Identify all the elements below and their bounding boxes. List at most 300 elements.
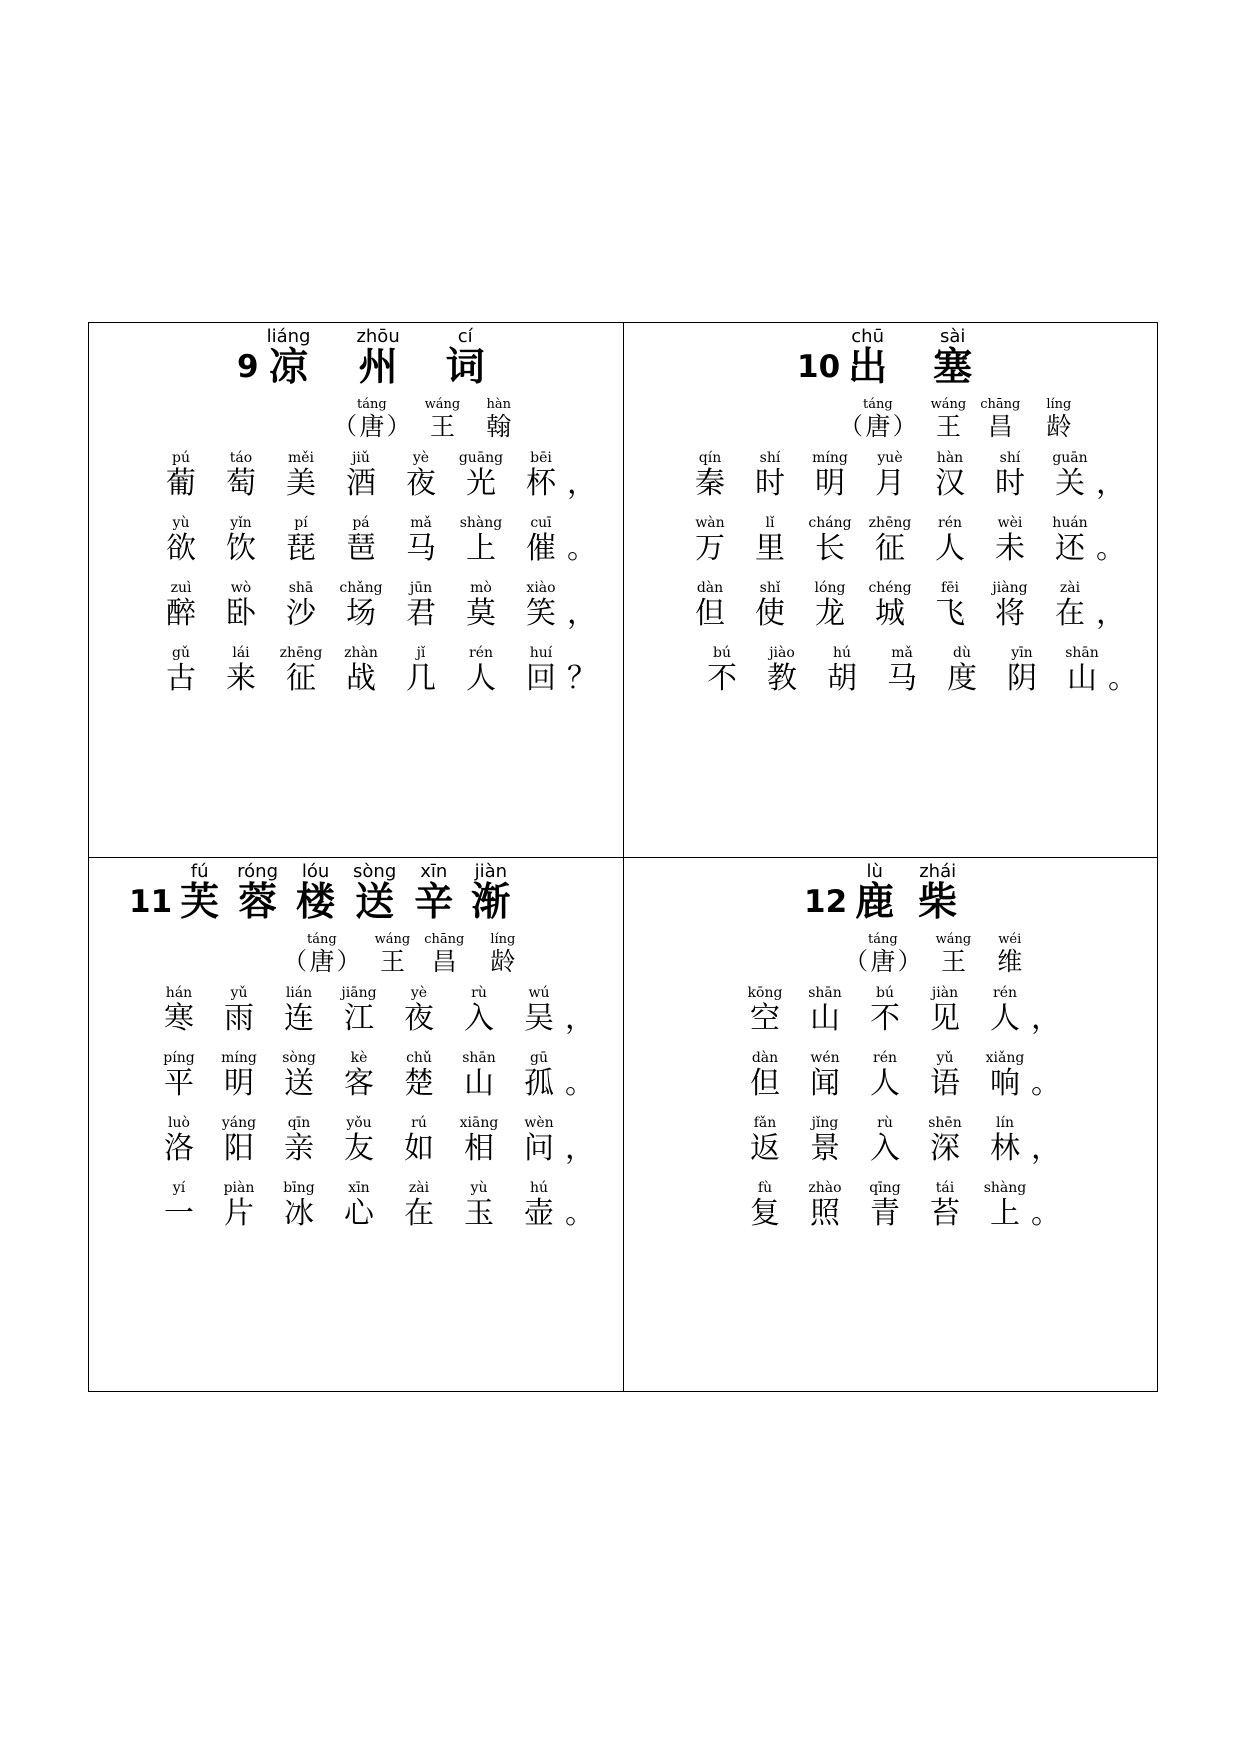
poem-char: [273, 1181, 325, 1230]
pinyin: jiǔ: [352, 450, 370, 466]
poem-char: [335, 451, 387, 500]
poem-char: [155, 581, 207, 630]
pinyin: jiào: [769, 645, 795, 661]
author-name-char: [936, 933, 972, 975]
hanzi: 连: [284, 1001, 314, 1036]
poem-char: [455, 516, 507, 565]
hanzi: 沙: [286, 596, 316, 631]
punctuation: ，: [565, 1131, 595, 1166]
hanzi: 苔: [930, 1196, 960, 1231]
hanzi: 人: [935, 531, 965, 566]
pinyin: pú: [172, 450, 190, 466]
hanzi: 时: [995, 466, 1025, 501]
pinyin: chǎng: [339, 580, 383, 596]
hanzi: 美: [286, 466, 316, 501]
pinyin: sòng: [282, 1050, 316, 1066]
poem-char: [864, 451, 916, 500]
author-hanzi: 维: [997, 947, 1023, 976]
poem-char: [799, 1051, 851, 1100]
poem-author: [333, 398, 511, 440]
hanzi: 欲: [166, 531, 196, 566]
poem-number: 10: [797, 348, 841, 385]
pinyin: kè: [350, 1050, 368, 1066]
hanzi: 杯: [526, 466, 556, 501]
hanzi: 送: [284, 1066, 314, 1101]
hanzi: 月: [875, 466, 905, 501]
pinyin: shā: [288, 580, 314, 596]
poem-char: [799, 986, 851, 1035]
title-pinyin: sòng: [353, 861, 397, 882]
author-pinyin: wáng: [935, 932, 972, 947]
title-char: [267, 328, 311, 389]
poem-char: [215, 646, 267, 695]
pinyin: yǐn: [230, 515, 252, 531]
poem-line: [739, 1181, 1061, 1230]
pinyin: yǔ: [230, 985, 248, 1001]
author-name-char: [490, 933, 515, 975]
hanzi: 寒: [164, 1001, 194, 1036]
poem-char: [515, 516, 567, 565]
pinyin: yīn: [1011, 645, 1033, 661]
author-hanzi: 昌: [987, 412, 1013, 441]
poem-char: [744, 516, 796, 565]
poem-char: [153, 1181, 205, 1230]
dynasty-hanzi: 唐: [359, 412, 385, 441]
pinyin: lín: [996, 1115, 1014, 1131]
title-char: [918, 863, 957, 924]
title-hanzi: 芙: [180, 880, 220, 925]
title-hanzi: 柴: [918, 880, 958, 925]
hanzi: 壶: [524, 1196, 554, 1231]
pinyin: rén: [469, 645, 493, 661]
hanzi: 度: [947, 661, 977, 696]
poem-char: [996, 646, 1048, 695]
poem-char: [684, 516, 736, 565]
pinyin: jǐ: [416, 645, 426, 661]
pinyin: bú: [876, 985, 894, 1001]
author-name-char: [997, 933, 1022, 975]
punctuation: 。: [567, 531, 597, 566]
poem-char: [816, 646, 868, 695]
dynasty-pinyin: táng: [357, 397, 387, 412]
poem-char: [696, 646, 748, 695]
poem-char: [1044, 581, 1096, 630]
hanzi: 明: [815, 466, 845, 501]
poem-char: [984, 451, 1036, 500]
pinyin: míng: [812, 450, 848, 466]
pinyin: hú: [832, 645, 852, 661]
hanzi: 照: [810, 1196, 840, 1231]
hanzi: 教: [767, 661, 797, 696]
pinyin: rù: [471, 985, 487, 1001]
title-char: [414, 863, 453, 924]
punctuation: ？: [567, 661, 597, 696]
hanzi: 冰: [284, 1196, 314, 1231]
pinyin: rù: [877, 1115, 893, 1131]
pinyin: píng: [163, 1050, 195, 1066]
poem-char: [864, 581, 916, 630]
pinyin: wú: [528, 985, 550, 1001]
pinyin: dù: [953, 645, 971, 661]
pinyin: xiǎng: [985, 1050, 1025, 1066]
hanzi: 雨: [224, 1001, 254, 1036]
hanzi: 在: [1055, 596, 1085, 631]
hanzi: 客: [344, 1066, 374, 1101]
hanzi: 江: [344, 1001, 374, 1036]
pinyin: shàng: [459, 515, 503, 531]
hanzi: 问: [524, 1131, 554, 1166]
pinyin: chéng: [868, 580, 912, 596]
title-pinyin: zhái: [919, 861, 957, 882]
poem-char: [859, 1181, 911, 1230]
poem-char: [333, 1051, 385, 1100]
pinyin: gǔ: [172, 645, 190, 661]
pinyin: cuī: [530, 515, 552, 531]
hanzi: 酒: [346, 466, 376, 501]
author-pinyin: wéi: [998, 932, 1022, 947]
hanzi: 闻: [810, 1066, 840, 1101]
hanzi: 卧: [226, 596, 256, 631]
title-hanzi: 辛: [414, 880, 454, 925]
poem-char: [739, 1116, 791, 1165]
pinyin: zài: [408, 1180, 430, 1196]
hanzi: 葡: [166, 466, 196, 501]
poem-char: [275, 581, 327, 630]
poem-char: [215, 516, 267, 565]
punctuation: 。: [1031, 1196, 1061, 1231]
pinyin: jiàng: [992, 580, 1028, 596]
title-hanzi: 送: [355, 880, 395, 925]
title-hanzi: 词: [445, 345, 485, 390]
poem-char: [919, 1181, 971, 1230]
hanzi: 夜: [406, 466, 436, 501]
dynasty-pinyin: táng: [307, 932, 337, 947]
pinyin: shān: [462, 1050, 496, 1066]
author-hanzi: 翰: [486, 412, 512, 441]
author-pinyin: chāng: [980, 397, 1021, 412]
hanzi: 萄: [226, 466, 256, 501]
paren-open: （: [844, 947, 868, 976]
poem-line: [155, 646, 597, 695]
author-name-char: [980, 398, 1020, 440]
poem-char: [453, 986, 505, 1035]
punctuation: ，: [567, 466, 597, 501]
poem-char: [213, 986, 265, 1035]
title-char: [848, 328, 887, 389]
poem-char: [395, 581, 447, 630]
poem-char: [513, 1116, 565, 1165]
hanzi: 长: [815, 531, 845, 566]
hanzi: 友: [344, 1131, 374, 1166]
hanzi: 返: [750, 1131, 780, 1166]
author-hanzi: 王: [940, 947, 966, 976]
hanzi: 山: [810, 1001, 840, 1036]
poem-char: [919, 1116, 971, 1165]
poem-card-12: [624, 858, 1158, 1392]
pinyin: jiàn: [931, 985, 959, 1001]
title-hanzi: 塞: [933, 345, 973, 390]
hanzi: 莫: [466, 596, 496, 631]
poem-char: [215, 581, 267, 630]
hanzi: 人: [466, 661, 496, 696]
author-hanzi: 龄: [1046, 412, 1072, 441]
title-pinyin: lóu: [301, 861, 330, 882]
hanzi: 见: [930, 1001, 960, 1036]
hanzi: 场: [346, 596, 376, 631]
pinyin: fēi: [941, 580, 959, 596]
hanzi: 片: [224, 1196, 254, 1231]
pinyin: zuì: [170, 580, 192, 596]
title-char: [446, 328, 485, 389]
poem-char: [213, 1181, 265, 1230]
punctuation: ，: [1096, 596, 1126, 631]
hanzi: 孤: [524, 1066, 554, 1101]
poem-char: [515, 646, 567, 695]
poem-char: [393, 986, 445, 1035]
pinyin: lǐ: [765, 515, 775, 531]
pinyin: mǎ: [410, 515, 432, 531]
pinyin: yù: [470, 1180, 488, 1196]
poem-line: [155, 581, 597, 630]
poem-line: [684, 581, 1126, 630]
hanzi: 琶: [346, 531, 376, 566]
hanzi: 在: [404, 1196, 434, 1231]
pinyin: wò: [230, 580, 252, 596]
dynasty-hanzi: 唐: [865, 412, 891, 441]
poem-char: [1044, 451, 1096, 500]
punctuation: 。: [1108, 661, 1138, 696]
poem-char: [864, 516, 916, 565]
hanzi: 阴: [1007, 661, 1037, 696]
poem-char: [213, 1051, 265, 1100]
poem-char: [1056, 646, 1108, 695]
author-pinyin: wáng: [374, 932, 411, 947]
poem-char: [984, 516, 1036, 565]
pinyin: shān: [808, 985, 842, 1001]
poem-char: [739, 1181, 791, 1230]
hanzi: 万: [695, 531, 725, 566]
poem-char: [919, 1051, 971, 1100]
poem-line: [684, 516, 1126, 565]
author-pinyin: wáng: [930, 397, 967, 412]
hanzi: 青: [870, 1196, 900, 1231]
hanzi: 光: [466, 466, 496, 501]
paren-open: （: [839, 412, 863, 441]
hanzi: 平: [164, 1066, 194, 1101]
paren-close: ）: [386, 412, 411, 441]
poem-line: [155, 451, 597, 500]
poem-char: [744, 581, 796, 630]
author-hanzi: 王: [379, 947, 405, 976]
hanzi: 马: [406, 531, 436, 566]
hanzi: 征: [286, 661, 316, 696]
poem-char: [333, 1116, 385, 1165]
pinyin: qīng: [869, 1180, 901, 1196]
poem-char: [859, 986, 911, 1035]
title-hanzi: 鹿: [855, 880, 895, 925]
hanzi: 一: [164, 1196, 194, 1231]
author-name-char: [375, 933, 411, 975]
paren-close: ）: [892, 412, 917, 441]
punctuation: ，: [1096, 466, 1126, 501]
poem-char: [393, 1051, 445, 1100]
title-char: [180, 863, 219, 924]
pinyin: shēn: [928, 1115, 962, 1131]
pinyin: bú: [713, 645, 731, 661]
poem-line: [696, 646, 1138, 695]
hanzi: 山: [464, 1066, 494, 1101]
pinyin: xiāng: [459, 1115, 499, 1131]
hanzi: 景: [810, 1131, 840, 1166]
poem-number: 12: [804, 883, 848, 920]
title-hanzi: 凉: [269, 345, 309, 390]
hanzi: 林: [990, 1131, 1020, 1166]
hanzi: 里: [755, 531, 785, 566]
poem-char: [455, 451, 507, 500]
hanzi: 来: [226, 661, 256, 696]
poem-char: [979, 986, 1031, 1035]
poem-char: [275, 516, 327, 565]
title-hanzi: 州: [358, 345, 398, 390]
poem-line: [155, 516, 597, 565]
pinyin: guāng: [458, 450, 504, 466]
punctuation: 。: [565, 1066, 595, 1101]
title-characters: [848, 328, 972, 389]
hanzi: 催: [526, 531, 556, 566]
hanzi: 时: [755, 466, 785, 501]
poem-char: [455, 581, 507, 630]
pinyin: hán: [165, 985, 193, 1001]
poem-author: [839, 398, 1071, 440]
poem-line: [739, 986, 1061, 1035]
poem-line: [153, 1051, 595, 1100]
hanzi: 山: [1067, 661, 1097, 696]
pinyin: zhēng: [868, 515, 912, 531]
title-pinyin: fú: [190, 861, 209, 882]
hanzi: 人: [870, 1066, 900, 1101]
hanzi: 玉: [464, 1196, 494, 1231]
title-char: [353, 863, 396, 924]
poem-author: [844, 933, 1022, 975]
poem-line: [153, 1116, 595, 1165]
title-hanzi: 楼: [296, 880, 336, 925]
pinyin: zài: [1059, 580, 1081, 596]
paren-close: ）: [897, 947, 922, 976]
punctuation: ，: [1031, 1131, 1061, 1166]
pinyin: yǔ: [936, 1050, 954, 1066]
hanzi: 心: [344, 1196, 374, 1231]
poem-char: [979, 1116, 1031, 1165]
hanzi: 城: [875, 596, 905, 631]
hanzi: 胡: [827, 661, 857, 696]
pinyin: wèi: [997, 515, 1023, 531]
pinyin: hàn: [936, 450, 964, 466]
author-name-char: [424, 933, 464, 975]
author-hanzi: 龄: [490, 947, 516, 976]
punctuation: ，: [567, 596, 597, 631]
title-pinyin: lù: [866, 861, 883, 882]
hanzi: 笑: [526, 596, 556, 631]
poem-char: [155, 646, 207, 695]
poem-number: 9: [237, 348, 259, 385]
hanzi: 汉: [935, 466, 965, 501]
hanzi: 但: [750, 1066, 780, 1101]
pinyin: kōng: [747, 985, 783, 1001]
pinyin: jiāng: [341, 985, 377, 1001]
poem-char: [936, 646, 988, 695]
poem-line: [153, 986, 595, 1035]
paren-close: ）: [336, 947, 361, 976]
hanzi: 不: [707, 661, 737, 696]
hanzi: 回: [526, 661, 556, 696]
poem-title: [129, 863, 510, 924]
poem-title: [797, 328, 972, 389]
title-characters: [855, 863, 957, 924]
poem-char: [979, 1051, 1031, 1100]
poem-char: [213, 1116, 265, 1165]
author-dynasty: [863, 398, 893, 440]
hanzi: 洛: [164, 1131, 194, 1166]
poem-line: [739, 1051, 1061, 1100]
poem-title: [237, 328, 485, 389]
poem-char: [859, 1116, 911, 1165]
title-pinyin: chū: [851, 326, 884, 347]
author-dynasty: [868, 933, 898, 975]
hanzi: 战: [346, 661, 376, 696]
author-name-char: [486, 398, 511, 440]
pinyin: shí: [999, 450, 1021, 466]
dynasty-pinyin: táng: [868, 932, 898, 947]
pinyin: wén: [810, 1050, 840, 1066]
poem-char: [513, 1051, 565, 1100]
poem-char: [335, 646, 387, 695]
poem-char: [153, 1051, 205, 1100]
hanzi: 征: [875, 531, 905, 566]
poem-char: [335, 516, 387, 565]
hanzi: 饮: [226, 531, 256, 566]
poem-char: [455, 646, 507, 695]
pinyin: qīn: [287, 1115, 311, 1131]
author-hanzi: 昌: [431, 947, 457, 976]
dynasty-pinyin: táng: [863, 397, 893, 412]
pinyin: pá: [352, 515, 370, 531]
hanzi: 龙: [815, 596, 845, 631]
hanzi: 飞: [935, 596, 965, 631]
pinyin: yù: [172, 515, 190, 531]
pinyin: dàn: [696, 580, 724, 596]
title-char: [855, 863, 894, 924]
title-characters: [267, 328, 485, 389]
title-hanzi: 出: [848, 345, 888, 390]
pinyin: piàn: [223, 1180, 255, 1196]
author-name-char: [931, 398, 967, 440]
poem-char: [453, 1181, 505, 1230]
pinyin: lái: [232, 645, 250, 661]
pinyin: chǔ: [406, 1050, 432, 1066]
poem-card-grid: [88, 322, 1158, 1392]
hanzi: 复: [750, 1196, 780, 1231]
hanzi: 将: [995, 596, 1025, 631]
hanzi: 明: [224, 1066, 254, 1101]
poem-char: [395, 646, 447, 695]
hanzi: 君: [406, 596, 436, 631]
hanzi: 还: [1055, 531, 1085, 566]
hanzi: 上: [990, 1196, 1020, 1231]
pinyin: táo: [229, 450, 253, 466]
punctuation: 。: [565, 1196, 595, 1231]
pinyin: zhào: [808, 1180, 842, 1196]
author-pinyin: hàn: [486, 397, 511, 412]
